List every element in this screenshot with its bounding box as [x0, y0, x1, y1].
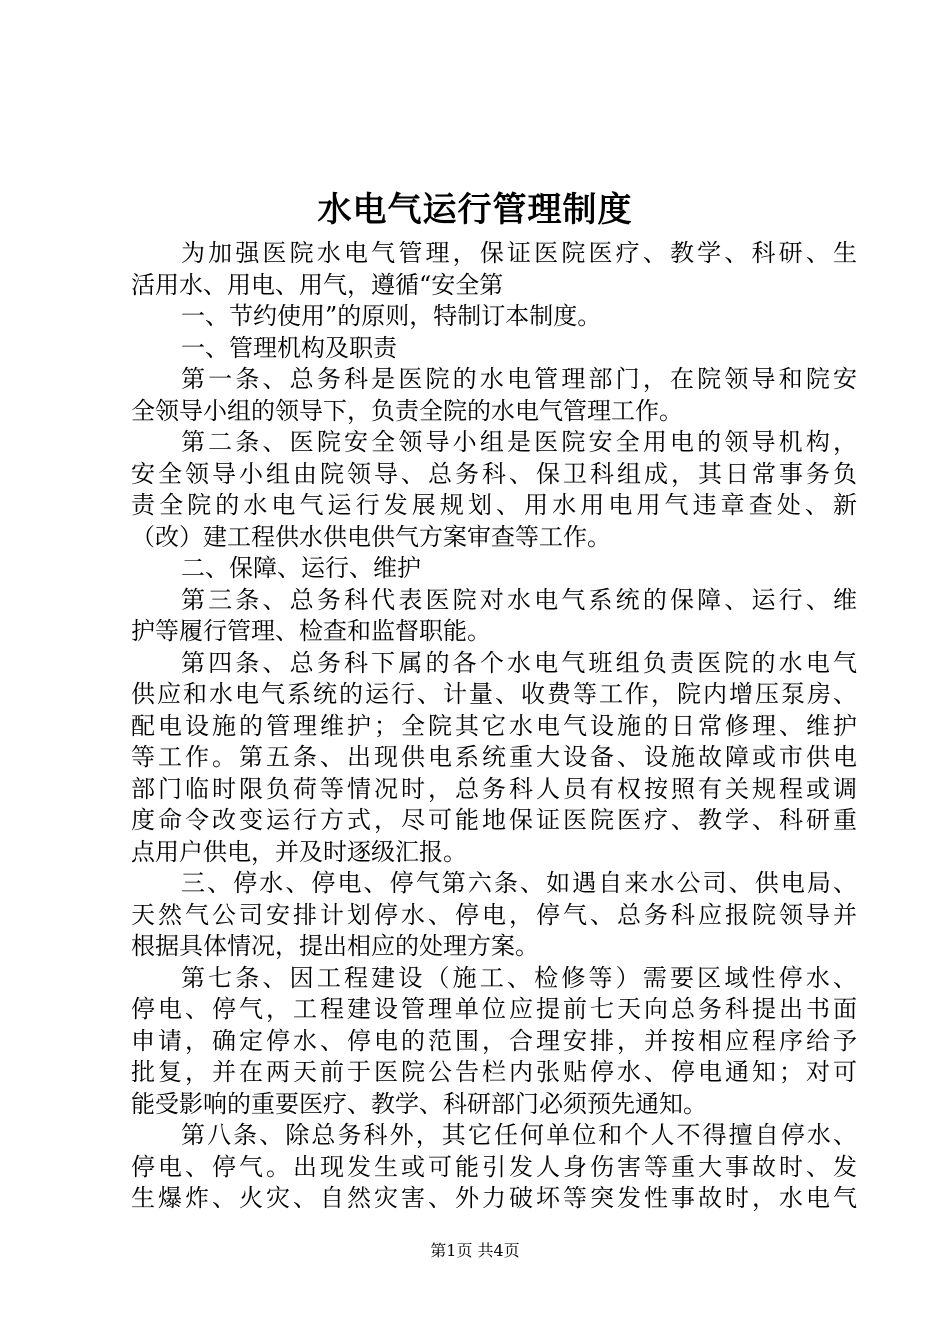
paragraph-line: 能受影响的重要医疗、教学、科研部门必须预先通知。 [131, 1089, 707, 1118]
paragraph-line: 护等履行管理、检查和监督职能。 [131, 617, 491, 645]
paragraph-line: 点用户供电，并及时逐级汇报。 [131, 837, 467, 866]
paragraph-line: 第八条、除总务科外，其它任何单位和个人不得擅自停水、 [181, 1121, 857, 1149]
paragraph-line: 批复，并在两天前于医院公告栏内张贴停水、停电通知；对可 [131, 1058, 857, 1086]
paragraph-line: 部门临时限负荷等情况时，总务科人员有权按照有关规程或调 [131, 774, 857, 803]
page-number-footer: 第1页 共4页 [430, 1241, 520, 1260]
paragraph-line: 全领导小组的领导下，负责全院的水电气管理工作。 [131, 396, 683, 425]
paragraph-line: 安全领导小组由院领导、总务科、保卫科组成，其日常事务负 [131, 459, 857, 488]
paragraph-line: 第三条、总务科代表医院对水电气系统的保障、运行、维 [181, 585, 857, 614]
paragraph-line: （改）建工程供水供电供气方案审查等工作。 [131, 522, 611, 551]
paragraph-line: 停电、停气，工程建设管理单位应提前七天向总务科提出书面 [131, 995, 857, 1023]
paragraph-line: 责全院的水电气运行发展规划、用水用电用气违章查处、新 [131, 491, 857, 519]
paragraph-line: 三、停水、停电、停气第六条、如遇自来水公司、供电局、 [181, 869, 857, 897]
paragraph-line: 停电、停气。出现发生或可能引发人身伤害等重大事故时、发 [131, 1152, 857, 1181]
paragraph-line: 第七条、因工程建设（施工、检修等）需要区域性停水、 [181, 963, 857, 992]
section-heading: 一、管理机构及职责 [181, 333, 397, 362]
paragraph-line: 为加强医院水电气管理，保证医院医疗、教学、科研、生 [181, 239, 857, 267]
paragraph-line: 申请，确定停水、停电的范围，合理安排，并按相应程序给予 [131, 1026, 857, 1055]
document-body [131, 238, 857, 1215]
paragraph-line: 度命令改变运行方式，尽可能地保证医院医疗、教学、科研重 [131, 806, 857, 834]
paragraph-line: 第一条、总务科是医院的水电管理部门，在院领导和院安 [181, 365, 857, 393]
paragraph-line: 活用水、用电、用气，遵循“安全第 [131, 270, 504, 299]
paragraph-line: 供应和水电气系统的运行、计量、收费等工作，院内增压泵房、 [131, 680, 857, 708]
paragraph-line: 配电设施的管理维护；全院其它水电气设施的日常修理、维护 [131, 711, 857, 740]
paragraph-line: 等工作。第五条、出现供电系统重大设备、设施故障或市供电 [131, 743, 857, 771]
paragraph-line: 根据具体情况，提出相应的处理方案。 [131, 932, 539, 960]
section-heading: 二、保障、运行、维护 [181, 554, 421, 582]
paragraph-line: 第四条、总务科下属的各个水电气班组负责医院的水电气 [181, 648, 857, 677]
paragraph-line: 生爆炸、火灾、自然灾害、外力破坏等突发性事故时，水电气 [131, 1184, 857, 1212]
paragraph-line: 第二条、医院安全领导小组是医院安全用电的领导机构， [181, 428, 857, 456]
paragraph-line: 一、节约使用”的原则，特制订本制度。 [181, 302, 602, 330]
paragraph-line: 天然气公司安排计划停水、停电，停气、总务科应报院领导并 [131, 900, 857, 929]
document-title: 水电气运行管理制度 [317, 190, 633, 230]
